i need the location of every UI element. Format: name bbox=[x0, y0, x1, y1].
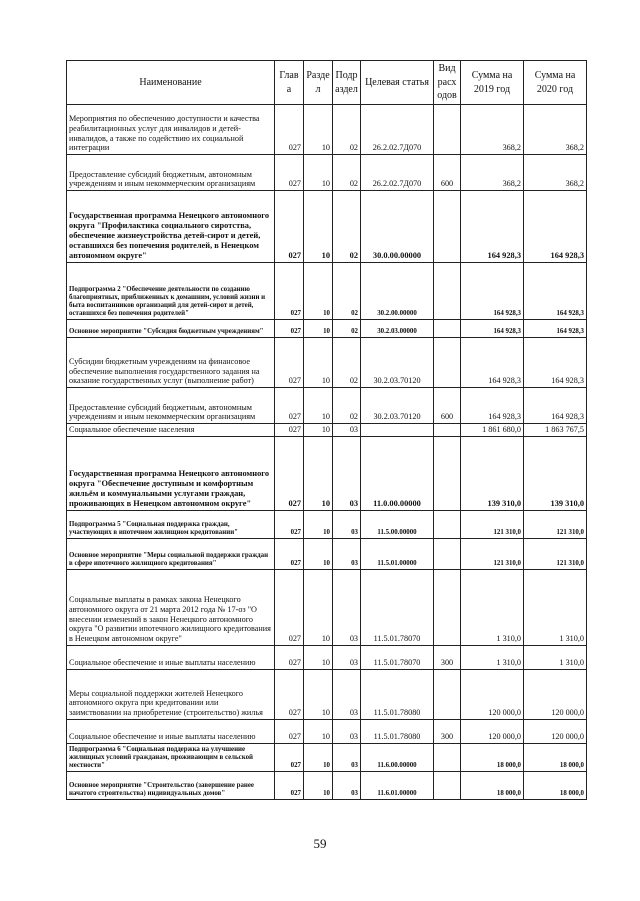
cell-name: Подпрограмма 5 "Социальная поддержка граждан, участвующих в ипотечном жилищном кредитовании" bbox=[67, 510, 275, 538]
cell-razdel: 10 bbox=[304, 645, 333, 669]
cell-sum2019: 121 310,0 bbox=[461, 510, 524, 538]
table-row bbox=[67, 105, 587, 155]
cell-razdel: 10 bbox=[304, 105, 333, 155]
cell-vid: 600 bbox=[434, 155, 461, 191]
table-row bbox=[67, 320, 587, 338]
cell-podrazdel: 02 bbox=[333, 191, 361, 263]
table-row bbox=[67, 538, 587, 569]
header-sum-2020: Сумма на 2020 год bbox=[524, 61, 587, 105]
cell-vid: 300 bbox=[434, 719, 461, 743]
cell-glava: 027 bbox=[275, 719, 304, 743]
cell-glava: 027 bbox=[275, 510, 304, 538]
cell-sum2019: 120 000,0 bbox=[461, 719, 524, 743]
cell-sum2020: 368,2 bbox=[524, 105, 587, 155]
header-statya: Целевая статья bbox=[361, 61, 434, 105]
cell-name: Мероприятия по обеспечению доступности и качества реабилитационных услуг для инвалидов и детей-инвалидов, а также по содействию их социальной интеграции bbox=[67, 105, 275, 155]
cell-vid bbox=[434, 320, 461, 338]
cell-razdel: 10 bbox=[304, 388, 333, 424]
cell-name: Меры социальной поддержки жителей Ненецкого автономного округа при кредитовании или заимствовании на приобретение (строительство) жилья bbox=[67, 669, 275, 719]
cell-podrazdel: 03 bbox=[333, 569, 361, 645]
cell-razdel: 10 bbox=[304, 155, 333, 191]
cell-razdel: 10 bbox=[304, 510, 333, 538]
cell-podrazdel: 02 bbox=[333, 320, 361, 338]
cell-statya: 30.2.03.70120 bbox=[361, 388, 434, 424]
cell-sum2019: 164 928,3 bbox=[461, 191, 524, 263]
table-row bbox=[67, 436, 587, 510]
cell-statya: 11.5.01.78070 bbox=[361, 569, 434, 645]
cell-podrazdel: 02 bbox=[333, 263, 361, 320]
cell-statya: 11.5.01.78070 bbox=[361, 645, 434, 669]
cell-statya: 30.0.00.00000 bbox=[361, 191, 434, 263]
cell-sum2019: 164 928,3 bbox=[461, 388, 524, 424]
cell-vid bbox=[434, 743, 461, 771]
table-row bbox=[67, 263, 587, 320]
cell-sum2019: 139 310,0 bbox=[461, 436, 524, 510]
cell-vid bbox=[434, 105, 461, 155]
cell-vid bbox=[434, 191, 461, 263]
cell-glava: 027 bbox=[275, 388, 304, 424]
cell-glava: 027 bbox=[275, 320, 304, 338]
cell-sum2020: 164 928,3 bbox=[524, 338, 587, 388]
cell-sum2019: 18 000,0 bbox=[461, 743, 524, 771]
cell-vid bbox=[434, 263, 461, 320]
budget-table bbox=[66, 60, 587, 800]
cell-glava: 027 bbox=[275, 669, 304, 719]
cell-sum2020: 121 310,0 bbox=[524, 538, 587, 569]
cell-podrazdel: 03 bbox=[333, 538, 361, 569]
cell-glava: 027 bbox=[275, 263, 304, 320]
cell-vid bbox=[434, 510, 461, 538]
table-row bbox=[67, 569, 587, 645]
cell-razdel: 10 bbox=[304, 424, 333, 437]
cell-sum2019: 164 928,3 bbox=[461, 320, 524, 338]
cell-vid: 300 bbox=[434, 645, 461, 669]
cell-podrazdel: 02 bbox=[333, 155, 361, 191]
cell-statya bbox=[361, 424, 434, 437]
header-razdel: Разде л bbox=[304, 61, 333, 105]
cell-sum2020: 164 928,3 bbox=[524, 263, 587, 320]
cell-vid bbox=[434, 538, 461, 569]
cell-vid bbox=[434, 436, 461, 510]
cell-glava: 027 bbox=[275, 645, 304, 669]
cell-statya: 26.2.02.7Д070 bbox=[361, 105, 434, 155]
cell-razdel: 10 bbox=[304, 436, 333, 510]
cell-name: Предоставление субсидий бюджетным, автономным учреждениям и иным некоммерческим организациям bbox=[67, 155, 275, 191]
table-row bbox=[67, 191, 587, 263]
header-glava: Глав а bbox=[275, 61, 304, 105]
cell-sum2019: 164 928,3 bbox=[461, 338, 524, 388]
cell-sum2020: 120 000,0 bbox=[524, 719, 587, 743]
cell-name: Предоставление субсидий бюджетным, автономным учреждениям и иным некоммерческим организациям bbox=[67, 388, 275, 424]
table-row bbox=[67, 645, 587, 669]
cell-name: Государственная программа Ненецкого автономного округа "Обеспечение доступным и комфортным жильём и коммунальными услугами граждан, проживающих в Ненецком автономном округе" bbox=[67, 436, 275, 510]
cell-sum2019: 120 000,0 bbox=[461, 669, 524, 719]
cell-glava: 027 bbox=[275, 569, 304, 645]
cell-razdel: 10 bbox=[304, 719, 333, 743]
cell-podrazdel: 03 bbox=[333, 424, 361, 437]
cell-statya: 26.2.02.7Д070 bbox=[361, 155, 434, 191]
table-row bbox=[67, 338, 587, 388]
cell-razdel: 10 bbox=[304, 191, 333, 263]
cell-name: Социальное обеспечение населения bbox=[67, 424, 275, 437]
table-row bbox=[67, 424, 587, 437]
cell-glava: 027 bbox=[275, 436, 304, 510]
cell-sum2020: 164 928,3 bbox=[524, 388, 587, 424]
header-sum-2019: Сумма на 2019 год bbox=[461, 61, 524, 105]
cell-vid: 600 bbox=[434, 388, 461, 424]
page-number: 59 bbox=[313, 836, 327, 851]
cell-sum2019: 18 000,0 bbox=[461, 771, 524, 799]
cell-sum2020: 18 000,0 bbox=[524, 771, 587, 799]
cell-vid bbox=[434, 424, 461, 437]
cell-podrazdel: 03 bbox=[333, 771, 361, 799]
cell-sum2020: 1 310,0 bbox=[524, 569, 587, 645]
table-row bbox=[67, 719, 587, 743]
cell-vid bbox=[434, 569, 461, 645]
cell-name: Социальное обеспечение и иные выплаты населению bbox=[67, 719, 275, 743]
cell-sum2019: 368,2 bbox=[461, 155, 524, 191]
cell-razdel: 10 bbox=[304, 338, 333, 388]
cell-name: Государственная программа Ненецкого автономного округа "Профилактика социального сиротства, обеспечение жизнеустройства детей-сирот и детей, оставшихся без попечения родителей, в Ненецком автономном округе" bbox=[67, 191, 275, 263]
cell-sum2020: 1 310,0 bbox=[524, 645, 587, 669]
cell-sum2019: 121 310,0 bbox=[461, 538, 524, 569]
cell-podrazdel: 03 bbox=[333, 510, 361, 538]
cell-vid bbox=[434, 669, 461, 719]
cell-sum2020: 121 310,0 bbox=[524, 510, 587, 538]
cell-razdel: 10 bbox=[304, 743, 333, 771]
cell-podrazdel: 02 bbox=[333, 338, 361, 388]
cell-sum2020: 139 310,0 bbox=[524, 436, 587, 510]
cell-statya: 11.5.01.78080 bbox=[361, 669, 434, 719]
cell-glava: 027 bbox=[275, 771, 304, 799]
cell-statya: 30.2.03.00000 bbox=[361, 320, 434, 338]
cell-sum2020: 1 863 767,5 bbox=[524, 424, 587, 437]
cell-podrazdel: 03 bbox=[333, 669, 361, 719]
cell-name: Основное мероприятие "Строительство (завершение ранее начатого строительства) индивидуальных домов" bbox=[67, 771, 275, 799]
cell-sum2019: 368,2 bbox=[461, 105, 524, 155]
cell-sum2020: 18 000,0 bbox=[524, 743, 587, 771]
header-podrazdel: Подр аздел bbox=[333, 61, 361, 105]
cell-razdel: 10 bbox=[304, 669, 333, 719]
cell-statya: 11.5.00.00000 bbox=[361, 510, 434, 538]
table-row bbox=[67, 155, 587, 191]
cell-glava: 027 bbox=[275, 424, 304, 437]
cell-statya: 30.2.03.70120 bbox=[361, 338, 434, 388]
cell-glava: 027 bbox=[275, 538, 304, 569]
cell-statya: 11.6.01.00000 bbox=[361, 771, 434, 799]
header-name: Наименование bbox=[67, 61, 275, 105]
cell-name: Субсидии бюджетным учреждениям на финансовое обеспечение выполнения государственного задания на оказание государственных услуг (выполнение работ) bbox=[67, 338, 275, 388]
cell-podrazdel: 02 bbox=[333, 105, 361, 155]
cell-sum2020: 120 000,0 bbox=[524, 669, 587, 719]
cell-podrazdel: 03 bbox=[333, 645, 361, 669]
cell-sum2019: 1 310,0 bbox=[461, 569, 524, 645]
cell-glava: 027 bbox=[275, 155, 304, 191]
cell-vid bbox=[434, 338, 461, 388]
cell-sum2019: 1 861 680,0 bbox=[461, 424, 524, 437]
cell-razdel: 10 bbox=[304, 569, 333, 645]
cell-podrazdel: 03 bbox=[333, 719, 361, 743]
cell-glava: 027 bbox=[275, 338, 304, 388]
cell-statya: 11.5.01.00000 bbox=[361, 538, 434, 569]
cell-statya: 11.6.00.00000 bbox=[361, 743, 434, 771]
table-row bbox=[67, 771, 587, 799]
cell-glava: 027 bbox=[275, 191, 304, 263]
cell-sum2020: 164 928,3 bbox=[524, 320, 587, 338]
table-row bbox=[67, 743, 587, 771]
cell-name: Подпрограмма 6 "Социальная поддержка на улучшение жилищных условий гражданам, проживающим в сельской местности" bbox=[67, 743, 275, 771]
table-row bbox=[67, 388, 587, 424]
cell-sum2020: 164 928,3 bbox=[524, 191, 587, 263]
cell-glava: 027 bbox=[275, 743, 304, 771]
cell-razdel: 10 bbox=[304, 263, 333, 320]
cell-sum2020: 368,2 bbox=[524, 155, 587, 191]
cell-vid bbox=[434, 771, 461, 799]
cell-statya: 11.5.01.78080 bbox=[361, 719, 434, 743]
cell-name: Социальное обеспечение и иные выплаты населению bbox=[67, 645, 275, 669]
cell-razdel: 10 bbox=[304, 538, 333, 569]
cell-sum2019: 1 310,0 bbox=[461, 645, 524, 669]
cell-podrazdel: 03 bbox=[333, 436, 361, 510]
header-vid: Вид расх одов bbox=[434, 61, 461, 105]
table-row bbox=[67, 669, 587, 719]
cell-podrazdel: 02 bbox=[333, 388, 361, 424]
cell-razdel: 10 bbox=[304, 320, 333, 338]
cell-name: Основное мероприятие "Меры социальной поддержки граждан в сфере ипотечного жилищного кредитования" bbox=[67, 538, 275, 569]
cell-razdel: 10 bbox=[304, 771, 333, 799]
cell-name: Социальные выплаты в рамках закона Ненецкого автономного округа от 21 марта 2012 года № 17-оз "О внесении изменений в закон Ненецкого автономного округа "О развитии ипотечного жилищного кредитования в Ненецком автономном округе" bbox=[67, 569, 275, 645]
cell-statya: 30.2.00.00000 bbox=[361, 263, 434, 320]
cell-name: Подпрограмма 2 "Обеспечение деятельности по созданию благоприятных, приближенных к домашним, условий жизни и быта воспитанников организаций для детей-сирот и детей, оставшихся без попечения родителей" bbox=[67, 263, 275, 320]
cell-statya: 11.0.00.00000 bbox=[361, 436, 434, 510]
cell-sum2019: 164 928,3 bbox=[461, 263, 524, 320]
cell-glava: 027 bbox=[275, 105, 304, 155]
cell-podrazdel: 03 bbox=[333, 743, 361, 771]
table-row bbox=[67, 510, 587, 538]
cell-name: Основное мероприятие "Субсидия бюджетным учреждениям" bbox=[67, 320, 275, 338]
header-row bbox=[67, 61, 587, 105]
